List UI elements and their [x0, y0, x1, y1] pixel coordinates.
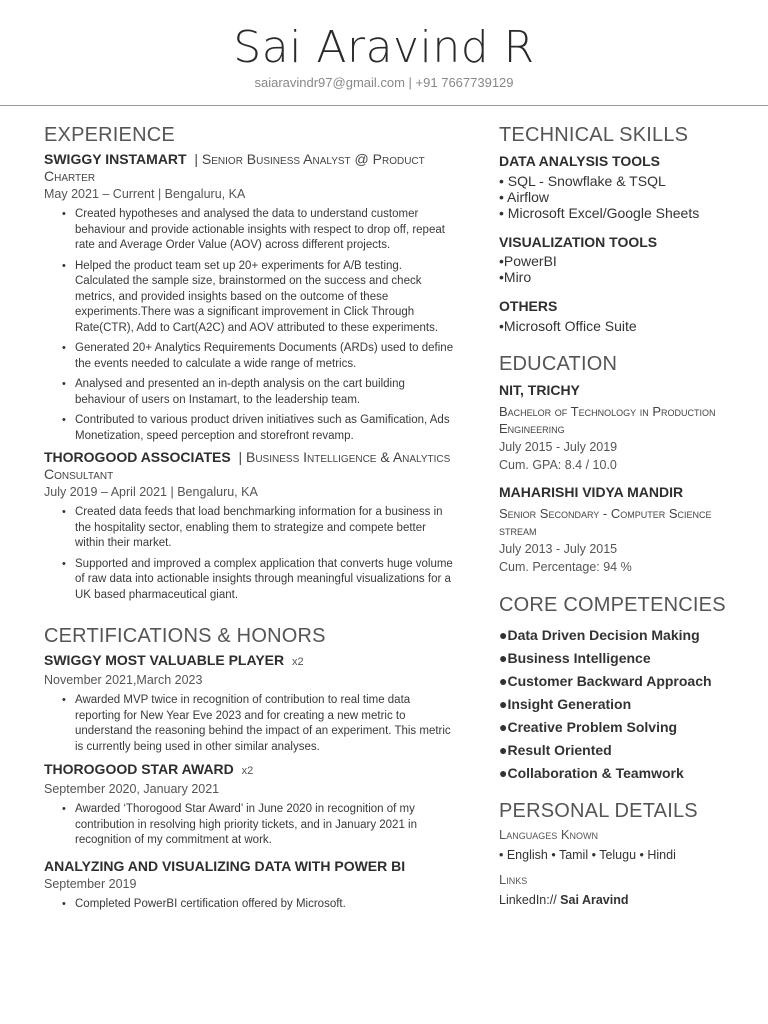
skill-group — [499, 298, 749, 334]
list-item: • Analysed and presented an in-depth analysis on the cart building behaviour of users on Instamart, to the leadership team. — [75, 377, 456, 408]
list-item: • Created hypotheses and analysed the data to understand customer behaviour and provide actionable insights with respect to drop off, repeat rate and Average Order Value (AOV) across different projects. — [75, 207, 456, 254]
list-item: • Supported and improved a complex application that converts huge volume of raw data into actionable insights through meaningful visualizations for a UK based pharmaceutical giant. — [75, 557, 456, 604]
linkedin-prefix: LinkedIn:// — [499, 893, 557, 907]
list-item: ●Business Intelligence — [499, 650, 651, 666]
education-title: EDUCATION — [499, 353, 618, 375]
school-dates: July 2015 - July 2019 — [499, 440, 618, 454]
job-header — [44, 151, 456, 185]
cert-header — [44, 761, 456, 780]
candidate-name: Sai Aravind R — [233, 22, 535, 73]
school-dates: July 2013 - July 2015 — [499, 542, 618, 556]
school-entry — [499, 484, 749, 575]
cert-bullets — [44, 897, 456, 913]
experience-title: EXPERIENCE — [44, 124, 175, 146]
header-divider — [0, 105, 768, 106]
certifications-section — [44, 623, 456, 912]
skill-group-heading: VISUALIZATION TOOLS — [499, 234, 658, 250]
skill-item: •PowerBI — [499, 253, 557, 269]
skill-item: • Microsoft Excel/Google Sheets — [499, 205, 700, 221]
job-entry — [44, 449, 456, 603]
languages-list: • English • Tamil • Telugu • Hindi — [499, 848, 676, 862]
list-item: ●Result Oriented — [499, 742, 612, 758]
job-entry — [44, 151, 456, 444]
links-label: Links — [499, 872, 528, 887]
cert-bullets — [44, 802, 456, 849]
linkedin-link[interactable] — [499, 892, 749, 908]
job-role: | Business Intelligence & Analytics Consultant — [44, 449, 451, 482]
list-item: ●Collaboration & Teamwork — [499, 765, 684, 781]
cert-entry — [44, 858, 456, 913]
personal-section — [499, 798, 749, 908]
skill-group — [499, 234, 749, 285]
skill-item: •Miro — [499, 269, 532, 285]
skill-group — [499, 153, 749, 221]
list-item: • Helped the product team set up 20+ experiments for A/B testing. Calculated the sample size, brainstormed on the success and check metrics, and provided insights based on the outcome of these experiments.There was a significant improvement in Click Through Rate(CTR), Add to Cart(A2C) and AOV attributed to these experiments. — [75, 259, 456, 337]
cert-meta: November 2021,March 2023 — [44, 673, 203, 687]
list-item: ●Customer Backward Approach — [499, 673, 712, 689]
skill-group-heading: OTHERS — [499, 298, 558, 314]
school-name: NIT, TRICHY — [499, 382, 580, 398]
competencies-section — [499, 592, 749, 785]
cert-name: THOROGOOD STAR AWARD — [44, 761, 234, 777]
degree: Senior Secondary - Computer Science stream — [499, 506, 712, 538]
certifications-title: CERTIFICATIONS & HONORS — [44, 625, 326, 647]
list-item: • Contributed to various product driven initiatives such as Gamification, Ads Monetization, speed perception and storefront revamp. — [75, 413, 456, 444]
cert-name: ANALYZING AND VISUALIZING DATA WITH POWER BI — [44, 857, 406, 874]
skill-group-heading: DATA ANALYSIS TOOLS — [499, 153, 661, 169]
job-bullets — [44, 207, 456, 444]
school-score: Cum. Percentage: 94 % — [499, 560, 632, 574]
cert-multiplier: x2 — [292, 656, 304, 668]
personal-title: PERSONAL DETAILS — [499, 800, 698, 822]
cert-entry — [44, 652, 456, 755]
job-bullets — [44, 505, 456, 603]
job-meta: May 2021 – Current | Bengaluru, KA — [44, 187, 246, 201]
cert-meta: September 2019 — [44, 876, 137, 891]
company-name: SWIGGY INSTAMART — [44, 151, 187, 167]
cert-entry — [44, 761, 456, 849]
skill-item: • Airflow — [499, 189, 550, 205]
job-role: | Senior Business Analyst @ Product Charter — [44, 151, 425, 184]
job-meta: July 2019 – April 2021 | Bengaluru, KA — [44, 485, 258, 499]
list-item: ●Data Driven Decision Making — [499, 627, 700, 643]
skills-section — [499, 122, 749, 334]
list-item: • Awarded MVP twice in recognition of contribution to real time data reporting for New Year Eve 2023 and for creating a new metric to understand the reasoning behind the impact of an experiment. This metric is currently being used in other similar analyses. — [75, 693, 456, 755]
skill-item: • SQL - Snowflake & TSQL — [499, 173, 666, 189]
job-header — [44, 449, 456, 483]
competencies-title: CORE COMPETENCIES — [499, 594, 726, 616]
degree: Bachelor of Technology in Production Engineering — [499, 404, 716, 436]
cert-header — [44, 652, 456, 671]
school-entry — [499, 382, 749, 473]
list-item: • Generated 20+ Analytics Requirements Documents (ARDs) used to define the events needed to calculate a wide range of metrics. — [75, 341, 456, 372]
list-item: • Completed PowerBI certification offered by Microsoft. — [75, 897, 456, 913]
cert-name: SWIGGY MOST VALUABLE PLAYER — [44, 652, 285, 668]
skills-title: TECHNICAL SKILLS — [499, 124, 689, 146]
list-item: • Created data feeds that load benchmarking information for a business in the hospitality sector, enabling them to strategize and compete better within their market. — [75, 505, 456, 552]
cert-bullets — [44, 693, 456, 755]
resume-header — [0, 0, 768, 90]
list-item: • Awarded ‘Thorogood Star Award’ in June 2020 in recognition of my contribution in resolving high priority tickets, and in January 2021 in recognition of my commitment at work. — [75, 802, 456, 849]
list-item: ●Insight Generation — [499, 696, 632, 712]
school-score: Cum. GPA: 8.4 / 10.0 — [499, 458, 617, 472]
right-column — [499, 122, 749, 908]
experience-section — [44, 122, 456, 603]
education-section — [499, 351, 749, 575]
contact-info[interactable]: saiaravindr97@gmail.com | +91 7667739129 — [254, 75, 514, 90]
company-name: THOROGOOD ASSOCIATES — [44, 449, 231, 465]
skill-item: •Microsoft Office Suite — [499, 318, 637, 334]
languages-label: Languages Known — [499, 827, 599, 842]
linkedin-name[interactable]: Sai Aravind — [560, 893, 629, 907]
school-name: MAHARISHI VIDYA MANDIR — [499, 484, 684, 500]
cert-header — [44, 858, 456, 875]
cert-meta: September 2020, January 2021 — [44, 782, 220, 796]
left-column — [44, 122, 456, 917]
cert-multiplier: x2 — [241, 765, 254, 777]
list-item: ●Creative Problem Solving — [499, 719, 678, 735]
